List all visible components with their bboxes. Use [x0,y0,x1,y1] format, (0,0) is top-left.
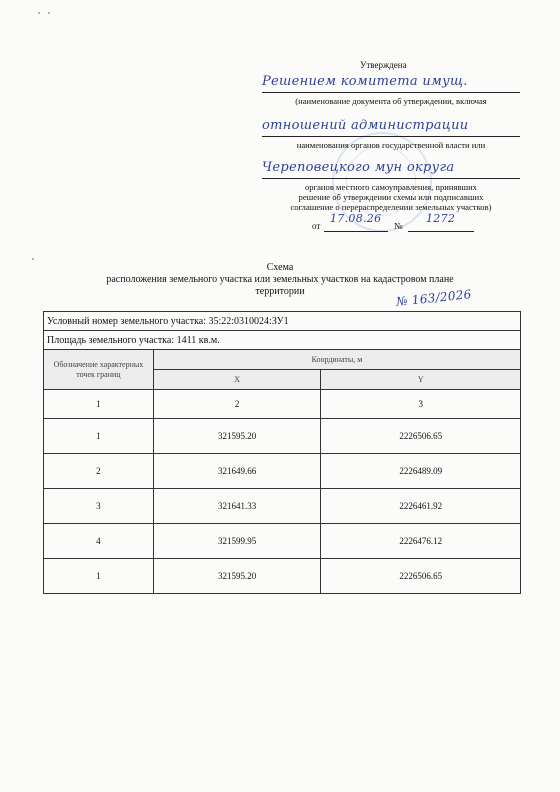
caption-agreement: соглашение о перераспределении земельных участков) [290,202,492,212]
point-cell: 4 [44,524,154,559]
table-row [44,489,521,524]
index-cell: 1 [44,390,154,419]
underline-1 [262,92,520,93]
x-cell: 321599.95 [153,524,321,559]
scheme-title: Схема [266,262,294,273]
x-cell: 321595.20 [153,419,321,454]
y-cell: 2226489.09 [321,454,521,489]
header-coordinates: Координаты, м [153,350,520,370]
x-cell: 321641.33 [153,489,321,524]
handwritten-reference: № 163/2026 [395,287,473,309]
point-cell: 1 [44,419,154,454]
index-cell: 3 [321,390,521,419]
table-row [44,419,521,454]
table-row [44,559,521,594]
header-x: X [153,370,321,390]
scan-speck [38,12,40,14]
y-cell: 2226461.92 [321,489,521,524]
x-cell: 321595.20 [153,559,321,594]
table-row [44,454,521,489]
header-y: Y [321,370,521,390]
handwritten-document-name: Решением комитета имущ. [262,74,468,89]
caption-local-government: органов местного самоуправления, принявших [305,182,477,192]
handwritten-authority: отношений администрации [262,118,469,133]
caption-authority: наименования органов государственной власти или [296,140,486,150]
date-underline [324,231,388,232]
header-points: Обозначение характерных точек границ [44,350,154,390]
y-cell: 2226506.65 [321,419,521,454]
handwritten-number: 1272 [426,212,456,225]
handwritten-municipality: Череповецкого мун округа [262,160,455,175]
plot-area: Площадь земельного участка: 1411 кв.м. [44,331,521,350]
x-cell: 321649.66 [153,454,321,489]
plot-number: Условный номер земельного участка: 35:22:0310024:ЗУ1 [44,312,521,331]
scan-speck [48,12,50,14]
y-cell: 2226506.65 [321,559,521,594]
table-row [44,524,521,559]
y-cell: 2226476.12 [321,524,521,559]
date-prefix: от [312,221,321,231]
index-cell: 2 [153,390,321,419]
caption-decision: решение об утверждении схемы или подписавших [298,192,484,202]
coordinates-table [43,311,521,594]
scheme-subtitle: расположения земельного участка или земельных участков на кадастровом плане [106,274,454,285]
point-cell: 1 [44,559,154,594]
point-cell: 3 [44,489,154,524]
number-prefix: № [394,221,403,231]
approved-label: Утверждена [360,60,407,70]
scan-speck [32,258,34,260]
number-underline [408,231,474,232]
underline-3 [262,178,520,179]
point-cell: 2 [44,454,154,489]
underline-2 [262,136,520,137]
scheme-subtitle-end: территории [255,286,305,297]
caption-document-name: (наименование документа об утверждении, включая [295,96,487,106]
handwritten-date: 17.08.26 [330,212,382,225]
